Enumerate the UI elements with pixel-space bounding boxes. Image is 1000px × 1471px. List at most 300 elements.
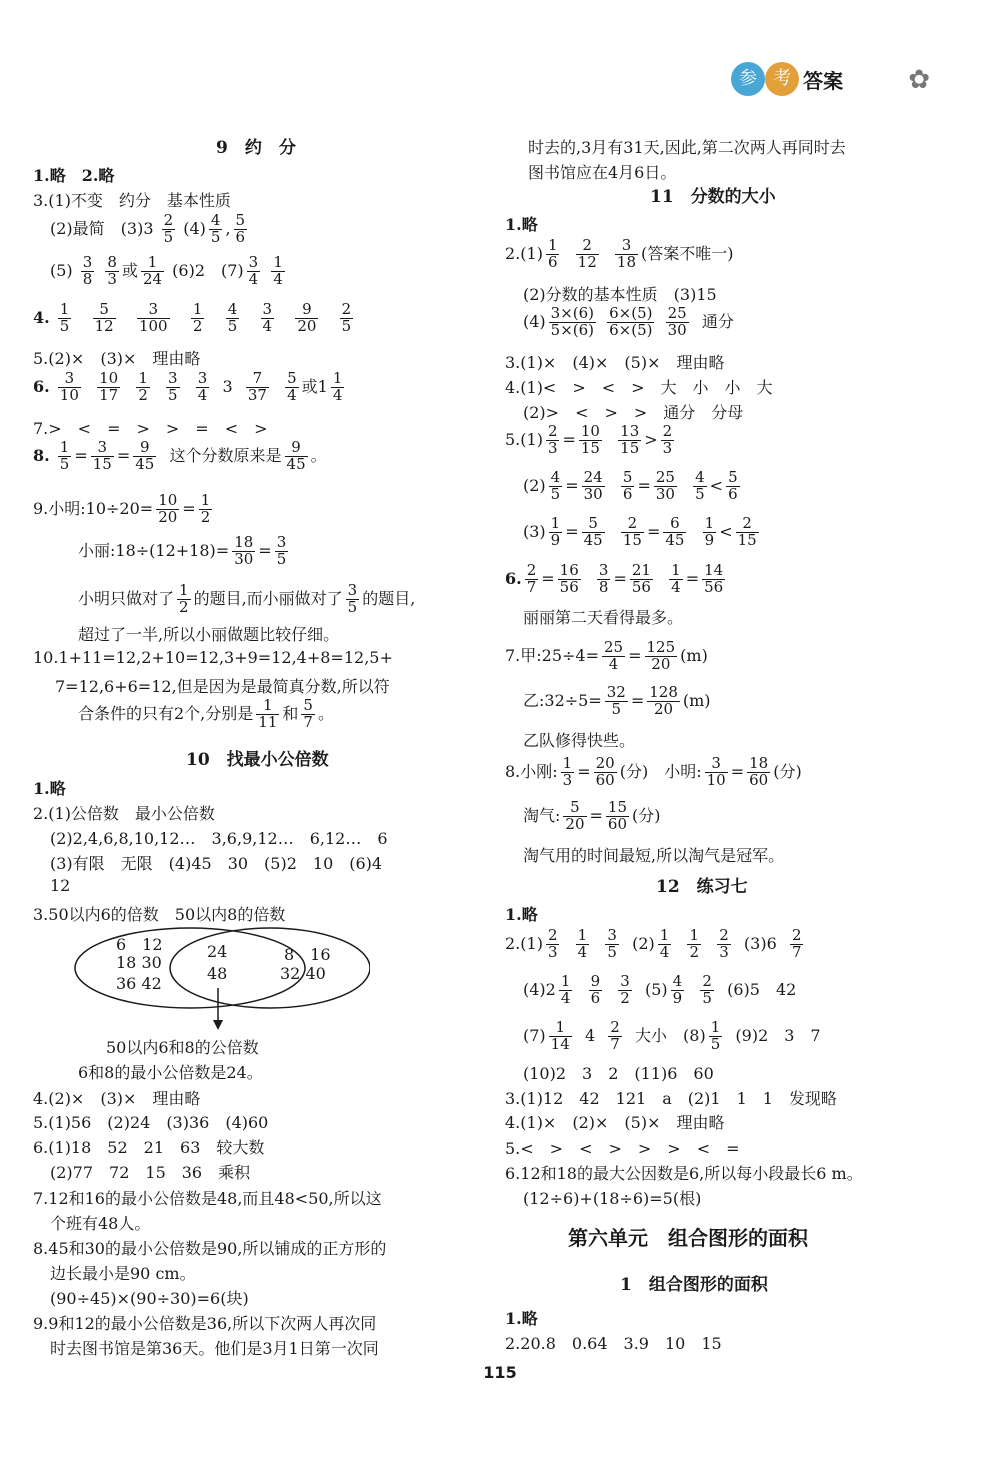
ans-line: 7=12,6+6=12,但是因为是最简真分数,所以符 <box>55 677 390 696</box>
den: 30 <box>655 484 675 503</box>
fraction <box>58 302 72 335</box>
ans-line: 7.> < = > > = < > <box>33 419 268 438</box>
fraction <box>340 302 354 335</box>
text: 7.甲:25÷4= <box>505 645 600 665</box>
fraction <box>579 424 602 457</box>
text: 2.(1) <box>505 933 543 953</box>
ans-line: 小丽:18÷(12+18)= $\frac{18}{30}$ = $\frac{3}{5}$ <box>78 533 287 568</box>
ans-line: 6. $\frac{2}{7}$ = $\frac{16}{56}$ $\frac{3}{8}$ = $\frac{21}{56}$ $\frac{1}{4}$ = $\frac{14}{56}$ <box>505 561 724 596</box>
num: 4 <box>695 468 705 486</box>
den: 4 <box>248 269 259 288</box>
fraction <box>621 470 635 503</box>
ans-line: (12÷6)+(18÷6)=5(根) <box>523 1189 702 1208</box>
fraction <box>93 302 116 335</box>
num: 4 <box>210 211 221 229</box>
fraction <box>58 371 81 404</box>
den: 2 <box>689 942 700 961</box>
num: 2 <box>621 516 644 533</box>
num: 24 <box>583 468 603 486</box>
fraction <box>81 255 95 288</box>
ans-line: 7.甲:25÷4= $\frac{25}{4}$ = $\frac{125}{20}$ (m) <box>505 638 708 673</box>
den: 15 <box>620 438 640 457</box>
ans-line: 4.(1)× (2)× (5)× 理由略 <box>505 1113 725 1132</box>
fraction <box>630 563 653 596</box>
ans-line <box>33 302 356 335</box>
num: 1 <box>659 926 670 944</box>
fraction <box>247 255 261 288</box>
ans-line: 4.(2)× (3)× 理由略 <box>33 1089 201 1108</box>
ans-line: 边长最小是90 cm。 <box>50 1264 196 1283</box>
fraction <box>705 756 728 789</box>
num: 2 <box>702 972 712 990</box>
den: 37 <box>247 385 267 404</box>
num: 9 <box>285 440 308 457</box>
num: 125 <box>646 638 676 656</box>
ans-line: (90÷45)×(90÷30)=6(块) <box>50 1289 249 1308</box>
den: 15 <box>737 530 757 549</box>
den: 2 <box>138 385 148 404</box>
fraction <box>285 440 308 473</box>
num: 1 <box>179 581 189 599</box>
den: 18 <box>616 252 637 271</box>
num: 2 <box>163 211 174 229</box>
fraction <box>597 563 611 596</box>
den: 60 <box>607 814 627 833</box>
num: 3 <box>58 371 81 388</box>
section-12-title: 12 练习七 <box>656 877 748 897</box>
ans-line: 1.略 2.略 <box>33 166 115 185</box>
fraction <box>209 213 223 246</box>
den: 2 <box>620 988 630 1007</box>
fraction <box>726 470 740 503</box>
den: 56 <box>704 577 724 596</box>
text: 的题目, <box>362 588 416 608</box>
ans-line <box>33 371 347 404</box>
text: 小丽:18÷(12+18)= <box>78 540 230 560</box>
num: 1 <box>550 514 561 532</box>
num: 2 <box>547 422 558 440</box>
num: 1 <box>549 1020 572 1037</box>
fraction <box>549 306 596 339</box>
ans-line <box>523 306 734 339</box>
text: (m) <box>682 690 711 710</box>
den: 5 <box>550 484 561 503</box>
fraction <box>141 255 164 288</box>
venn-left-1: 6 12 <box>116 935 163 954</box>
fraction <box>621 516 644 549</box>
header-title: 答案 <box>803 69 844 93</box>
den: 6 <box>590 988 601 1007</box>
ans-line <box>78 583 415 616</box>
num: 2 <box>610 1018 620 1036</box>
num: 25 <box>604 638 624 656</box>
ans-line: 12 <box>50 876 71 895</box>
ans-line: 淘气用的时间最短,所以淘气是冠军。 <box>523 846 785 865</box>
ans-line: 5.(2)× (3)× 理由略 <box>33 349 201 368</box>
unit-6-subtitle: 1 组合图形的面积 <box>620 1275 768 1295</box>
num: 3 <box>197 369 208 387</box>
num: 21 <box>631 561 651 579</box>
num: 3 <box>262 300 273 318</box>
text: 乙:32÷5= <box>523 690 602 710</box>
text: 2.(1) <box>505 243 543 263</box>
ans-line: 6.12和18的最大公因数是6,所以每小段最长6 m。 <box>505 1164 863 1183</box>
fraction <box>618 424 641 457</box>
den: 5 <box>611 699 622 718</box>
den: 15 <box>580 438 600 457</box>
den: 4 <box>287 385 297 404</box>
num: 1 <box>710 1018 721 1036</box>
num: 3 <box>607 926 617 944</box>
num: 2 <box>662 422 673 440</box>
fraction <box>559 974 573 1007</box>
unit-6-title: 第六单元 组合图形的面积 <box>568 1226 808 1250</box>
num: 3 <box>137 302 170 319</box>
fraction <box>615 238 638 271</box>
text: 通分 <box>701 311 734 331</box>
ans-line: 时去图书馆是第36天。他们是3月1日第一次同 <box>50 1339 379 1358</box>
ans-line: 2.20.8 0.64 3.9 10 15 <box>505 1334 722 1353</box>
fraction <box>702 563 725 596</box>
ans-line: 5.(1) $\frac{2}{3}$ = $\frac{10}{15}$ $\frac{13}{15}$ > $\frac{2}{3}$ <box>505 422 673 457</box>
den: 2 <box>192 316 203 335</box>
fraction <box>525 563 539 596</box>
num: 5 <box>728 468 738 486</box>
fraction <box>166 371 180 404</box>
num: 5 <box>93 302 116 319</box>
num: 4 <box>550 468 561 486</box>
ans-line: 4.(1)< > < > 大 小 小 大 <box>505 378 773 397</box>
venn-mid-1: 24 <box>207 942 228 961</box>
num: 1 <box>59 300 70 318</box>
venn-right-1: 8 16 <box>284 945 331 964</box>
den: 4 <box>273 269 283 288</box>
fraction <box>105 255 119 288</box>
text: (分) <box>632 805 661 825</box>
num: 2 <box>736 516 759 533</box>
fraction <box>561 756 575 789</box>
den: 7 <box>610 1034 620 1053</box>
num: 4 <box>227 300 238 318</box>
text: (m) <box>680 645 708 665</box>
den: 30 <box>667 320 687 339</box>
ans-line: 乙:32÷5= $\frac{32}{5}$ = $\frac{128}{20}$ (m) <box>523 683 711 718</box>
den: 3 <box>107 269 117 288</box>
fraction <box>647 685 680 718</box>
den: 45 <box>286 454 306 473</box>
den: 3 <box>662 438 673 457</box>
den: 56 <box>631 577 651 596</box>
flower-icon: ✿ <box>908 64 930 95</box>
num: 13 <box>620 422 640 440</box>
num: 18 <box>234 533 254 551</box>
venn-caption: 50以内6和8的公倍数 <box>106 1038 259 1057</box>
num: 1 <box>138 369 148 387</box>
num: 1 <box>273 253 283 271</box>
num: 9 <box>133 440 156 457</box>
text: 淘气: <box>523 805 561 825</box>
fraction <box>295 302 318 335</box>
den: 6 <box>235 227 246 246</box>
ans-line: 1.略 <box>505 1309 538 1328</box>
num: 128 <box>649 683 678 701</box>
fraction <box>687 928 701 961</box>
num: 25 <box>655 468 675 486</box>
num: 1 <box>192 300 203 318</box>
text: 大小 (8) <box>635 1025 706 1045</box>
fraction <box>133 440 156 473</box>
ans-line: 3.50以内6的倍数 50以内8的倍数 <box>33 905 286 924</box>
fraction <box>546 424 560 457</box>
fraction <box>546 238 560 271</box>
text: (5) <box>645 979 668 999</box>
fraction <box>226 302 240 335</box>
ans-line: 1.略 <box>505 905 538 924</box>
den: 45 <box>665 530 685 549</box>
num: 10 <box>158 491 178 509</box>
fraction <box>747 756 770 789</box>
num: 1 <box>141 255 164 272</box>
num: 3 <box>598 561 609 579</box>
den: 7 <box>303 712 313 731</box>
den: 4 <box>332 385 343 404</box>
venn-left-2: 18 30 <box>116 953 162 972</box>
ans-line: 5.(1)56 (2)24 (3)36 (4)60 <box>33 1113 269 1132</box>
text: 合条件的只有2个,分别是 <box>78 703 254 723</box>
ans-line: (2) $\frac{4}{5}$ = $\frac{24}{30}$ $\frac{5}{6}$ = $\frac{25}{30}$ $\frac{4}{5}$ < $\frac{5}{6}$ <box>523 468 738 503</box>
text: 6. <box>33 376 50 396</box>
fraction <box>199 493 213 526</box>
num: 5 <box>622 468 633 486</box>
text: (2)最简 (3)3 <box>50 218 154 238</box>
text: (9)2 3 7 <box>735 1025 821 1045</box>
ans-line: (2)77 72 15 36 乘积 <box>50 1163 251 1182</box>
text: 4 <box>584 1025 596 1045</box>
fraction <box>549 470 563 503</box>
fraction <box>582 516 605 549</box>
ans-line: 7.12和16的最小公倍数是48,而且48<50,所以这 <box>33 1189 382 1208</box>
den: 60 <box>595 770 615 789</box>
ans-line <box>505 928 806 961</box>
fraction <box>346 583 360 616</box>
venn-mid-2: 48 <box>207 964 228 983</box>
ans-line: 10.1+11=12,2+10=12,3+9=12,4+8=12,5+ <box>33 648 393 667</box>
fraction <box>177 583 191 616</box>
text: 6. <box>505 568 522 588</box>
num: 5 <box>563 800 586 817</box>
den: 20 <box>297 316 317 335</box>
fraction <box>736 516 759 549</box>
num: 1 <box>577 926 588 944</box>
num: 14 <box>704 561 724 579</box>
fraction <box>256 698 279 731</box>
den: 60 <box>749 770 769 789</box>
fraction <box>645 640 678 673</box>
ans-line: 个班有48人。 <box>50 1214 151 1233</box>
num: 3 <box>347 581 358 599</box>
den: 30 <box>234 549 254 568</box>
fraction <box>275 535 289 568</box>
ans-line: 3.(1)× (4)× (5)× 理由略 <box>505 353 725 372</box>
den: 11 <box>258 712 278 731</box>
fraction <box>261 302 275 335</box>
den: 9 <box>672 988 683 1007</box>
num: 5 <box>287 369 297 387</box>
num: 10 <box>580 422 600 440</box>
den: 9 <box>550 530 561 549</box>
section-10-title: 10 找最小公倍数 <box>186 750 329 770</box>
ans-line: 乙队修得快些。 <box>523 731 636 750</box>
text: (6)2 (7) <box>172 260 244 280</box>
fraction <box>666 306 689 339</box>
ans-line: 3.(1)12 42 121 a (2)1 1 1 发现略 <box>505 1089 837 1108</box>
fraction <box>703 516 717 549</box>
text: (3) <box>523 521 546 541</box>
ans-line: 8.小刚: $\frac{1}{3}$ = $\frac{20}{60}$ (分) 小明: $\frac{3}{10}$ = $\frac{18}{60}$ (分) <box>505 754 802 789</box>
text: 的题目,而小丽做对了 <box>193 588 343 608</box>
den: 5 <box>710 1034 721 1053</box>
text: (分) 小明: <box>619 761 702 781</box>
den: 4 <box>671 577 681 596</box>
ans-line <box>505 238 734 271</box>
text: 4. <box>33 307 50 327</box>
fraction <box>271 255 285 288</box>
ans-line: (3) $\frac{1}{9}$ = $\frac{5}{45}$ $\frac{2}{15}$ = $\frac{6}{45}$ $\frac{1}{9}$ < $\frac{2}{15}$ <box>523 514 757 549</box>
num: 15 <box>607 798 627 816</box>
num: 1 <box>256 698 279 715</box>
fraction <box>671 974 685 1007</box>
ans-line: 6和8的最小公倍数是24。 <box>78 1063 263 1082</box>
ans-line: 时去的,3月有31天,因此,第二次两人再同时去 <box>528 138 846 157</box>
den: 5 <box>59 316 70 335</box>
header-badge-1: 参 <box>731 62 765 96</box>
den: 100 <box>138 316 168 335</box>
num: 8 <box>107 253 117 271</box>
num: 10 <box>99 369 119 387</box>
den: 5 <box>227 316 238 335</box>
ans-line: 合条件的只有2个,分别是 $\frac{1}{11}$ 和 $\frac{5}{7}$ 。 <box>78 696 334 731</box>
num: 2 <box>547 926 558 944</box>
fraction <box>246 371 269 404</box>
num: 1 <box>562 754 573 772</box>
den: 8 <box>82 269 93 288</box>
den: 3 <box>547 438 558 457</box>
num: 3 <box>91 440 114 457</box>
ans-line: (2)分数的基本性质 (3)15 <box>523 285 717 304</box>
fraction <box>563 800 586 833</box>
text: 3 <box>222 376 233 396</box>
venn-left-3: 36 42 <box>116 974 162 993</box>
fraction <box>654 470 677 503</box>
fraction <box>790 928 804 961</box>
num: 3 <box>276 533 287 551</box>
num: 6 <box>663 516 686 533</box>
num: 5 <box>303 696 313 714</box>
fraction <box>606 800 629 833</box>
num: 1 <box>560 972 571 990</box>
den: 8 <box>598 577 609 596</box>
ans-line: (3)有限 无限 (4)45 30 (5)2 10 (6)4 <box>50 854 383 873</box>
venn-arrow-head <box>213 1020 223 1030</box>
den: 7 <box>526 577 537 596</box>
den: 14 <box>550 1034 570 1053</box>
den: 12 <box>94 316 114 335</box>
num: 2 <box>719 926 729 944</box>
ans-line: 丽丽第二天看得最多。 <box>523 608 684 627</box>
num: 3×(6) <box>550 304 595 322</box>
text: 5.(1) <box>505 429 543 449</box>
den: 5 <box>168 385 178 404</box>
section-11-title: 11 分数的大小 <box>650 187 776 207</box>
num: 2 <box>576 238 599 255</box>
header-badge-2: 考 <box>765 62 799 96</box>
fraction <box>602 640 625 673</box>
num: 3 <box>168 369 178 387</box>
fraction <box>91 440 114 473</box>
answer-header <box>731 62 930 110</box>
num: 9 <box>295 302 318 319</box>
venn-right-2: 32 40 <box>280 964 326 983</box>
ans-line: 淘气: $\frac{5}{20}$ = $\frac{15}{60}$ (分) <box>523 798 661 833</box>
fraction <box>549 516 563 549</box>
num: 1 <box>547 236 558 254</box>
num: 1 <box>59 438 70 456</box>
den: 4 <box>262 316 273 335</box>
fraction <box>658 928 672 961</box>
den: 15 <box>92 454 112 473</box>
num: 1 <box>332 369 343 387</box>
fraction <box>700 974 714 1007</box>
ans-line: 1.略 <box>33 779 66 798</box>
ans-line: 2.(1)公倍数 最小公倍数 <box>33 804 215 823</box>
den: 5 <box>276 549 287 568</box>
text: (6)5 42 <box>727 979 797 999</box>
ans-line: 9.9和12的最小公倍数是36,所以下次两人再次同 <box>33 1314 377 1333</box>
ans-line: 3.(1)不变 约分 基本性质 <box>33 191 231 210</box>
den: 2 <box>200 507 211 526</box>
ans-line: (2)> < > > 通分 分母 <box>523 403 744 422</box>
den: 24 <box>142 269 163 288</box>
text: 或1 <box>301 376 328 396</box>
den: 5 <box>607 942 617 961</box>
fraction <box>589 974 603 1007</box>
fraction <box>558 563 581 596</box>
text: 9.小明:10÷20= <box>33 498 154 518</box>
den: 6 <box>547 252 558 271</box>
fraction <box>608 1020 622 1053</box>
fraction <box>607 306 654 339</box>
num: 20 <box>595 754 615 772</box>
num: 3 <box>82 253 93 271</box>
text: (5) <box>50 260 73 280</box>
den: 6 <box>728 484 738 503</box>
fraction <box>191 302 205 335</box>
den: 5 <box>59 454 70 473</box>
den: 17 <box>99 385 119 404</box>
num: 3 <box>248 253 259 271</box>
venn-left-ellipse <box>75 928 305 1008</box>
fraction <box>605 685 628 718</box>
num: 16 <box>559 561 579 579</box>
fraction <box>663 516 686 549</box>
num: 25 <box>667 304 687 322</box>
den: 45 <box>583 530 603 549</box>
section-9-title: 9 约 分 <box>216 138 296 158</box>
den: 9 <box>704 530 715 549</box>
ans-line: (10)2 3 2 (11)6 60 <box>523 1064 714 1083</box>
den: 10 <box>706 770 726 789</box>
num: 1 <box>689 926 700 944</box>
